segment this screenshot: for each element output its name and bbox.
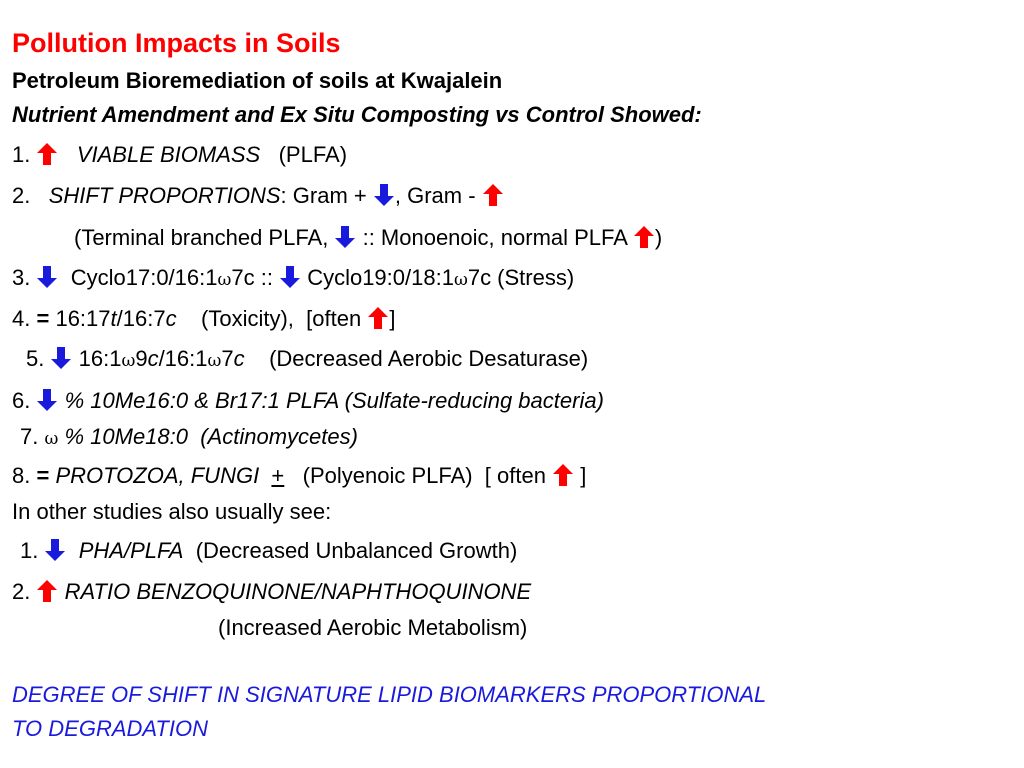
item-6 [12, 386, 604, 416]
item-text: 16:1 [78, 346, 122, 371]
item-text-italic-2: c [233, 346, 245, 371]
item-2-detail [74, 223, 662, 253]
item-text-2: (Polyenoic PLFA) [ often [284, 463, 546, 488]
arrow-up-icon [633, 225, 655, 249]
conclusion-line-2: TO DEGRADATION [12, 716, 208, 741]
item-text-3: , Gram - [394, 183, 476, 208]
item-text-4: 7 [221, 346, 234, 371]
subtitle: Petroleum Bioremediation of soils at Kwajalein [12, 68, 503, 93]
item-note: (PLFA) [278, 142, 348, 167]
item-text-2: 9 [135, 346, 148, 371]
arrow-up-icon [367, 306, 389, 330]
item-number: 4. [12, 306, 31, 331]
item-text-2: /16:7 [116, 306, 166, 331]
arrow-up-icon [552, 463, 574, 487]
item-text-2: 7c :: [231, 265, 273, 290]
arrow-down-icon [50, 346, 72, 370]
item-text-italic: t [110, 306, 117, 331]
arrow-down-icon [44, 538, 66, 562]
item-text: PHA/PLFA [78, 538, 184, 563]
item-text: VIABLE BIOMASS [76, 142, 261, 167]
arrow-down-icon [334, 225, 356, 249]
other-studies-heading: In other studies also usually see: [12, 499, 332, 524]
other-item-1 [20, 536, 517, 566]
item-text-3: /16:1 [158, 346, 208, 371]
item-number: 1. [20, 538, 39, 563]
arrow-down-icon [36, 388, 58, 412]
item-4 [12, 304, 395, 334]
item-text: Cyclo17:0/16:1 [70, 265, 218, 290]
item-text-3: ] [574, 463, 587, 488]
item-text-3: Cyclo19:0/18:1 [307, 265, 454, 290]
page-title: Pollution Impacts in Soils [12, 28, 341, 58]
item-2 [12, 181, 504, 211]
item-number: 6. [12, 388, 31, 413]
item-text-4: ] [389, 306, 396, 331]
omega-symbol: ω [217, 270, 232, 290]
item-number: 8. [12, 463, 31, 488]
subtitle-italic: Nutrient Amendment and Ex Situ Composting vs Control Showed: [12, 102, 702, 127]
item-text-5: (Decreased Aerobic Desaturase) [244, 346, 589, 371]
item-text: (Terminal branched PLFA, [74, 225, 329, 250]
item-text-2: : Gram + [280, 183, 367, 208]
item-text: % 10Me16:0 & Br17:1 PLFA (Sulfate-reducing bacteria) [64, 388, 604, 413]
conclusion-line-1: DEGREE OF SHIFT IN SIGNATURE LIPID BIOMARKERS PROPORTIONAL [12, 682, 767, 707]
item-8 [12, 461, 586, 491]
item-text-3: (Toxicity), [often [176, 306, 362, 331]
item-number: 7. [20, 424, 39, 449]
other-item-2 [12, 577, 531, 607]
item-number: 2. [12, 579, 31, 604]
item-text-italic: c [147, 346, 159, 371]
item-5 [26, 344, 588, 376]
omega-symbol: ω [121, 351, 136, 371]
arrow-up-icon [36, 142, 58, 166]
item-text-3: ) [654, 225, 663, 250]
item-1 [12, 140, 347, 170]
arrow-down-icon [373, 183, 395, 207]
item-text: SHIFT PROPORTIONS [48, 183, 281, 208]
plus-minus: + [271, 463, 285, 488]
item-7 [20, 422, 358, 454]
item-number: 3. [12, 265, 31, 290]
item-3 [12, 263, 574, 295]
item-text: % 10Me18:0 (Actinomycetes) [58, 424, 358, 449]
item-text: PROTOZOA, FUNGI [55, 463, 260, 488]
omega-symbol: ω [207, 351, 222, 371]
other-item-2-note: (Increased Aerobic Metabolism) [218, 615, 528, 640]
omega-symbol: ω [44, 429, 59, 449]
item-text: RATIO BENZOQUINONE/NAPHTHOQUINONE [64, 579, 532, 604]
equals-sign: = [36, 463, 50, 488]
item-text-2: :: Monoenoic, normal PLFA [356, 225, 627, 250]
arrow-up-icon [482, 183, 504, 207]
arrow-down-icon [279, 265, 301, 289]
arrow-up-icon [36, 579, 58, 603]
item-text-italic-2: c [165, 306, 177, 331]
omega-symbol: ω [453, 270, 468, 290]
item-text-4: 7c (Stress) [467, 265, 575, 290]
equals-sign: = [36, 306, 50, 331]
item-text: 16:17 [49, 306, 111, 331]
item-number: 5. [26, 346, 45, 371]
arrow-down-icon [36, 265, 58, 289]
item-number: 1. [12, 142, 31, 167]
item-note: (Decreased Unbalanced Growth) [183, 538, 518, 563]
item-number: 2. [12, 183, 31, 208]
